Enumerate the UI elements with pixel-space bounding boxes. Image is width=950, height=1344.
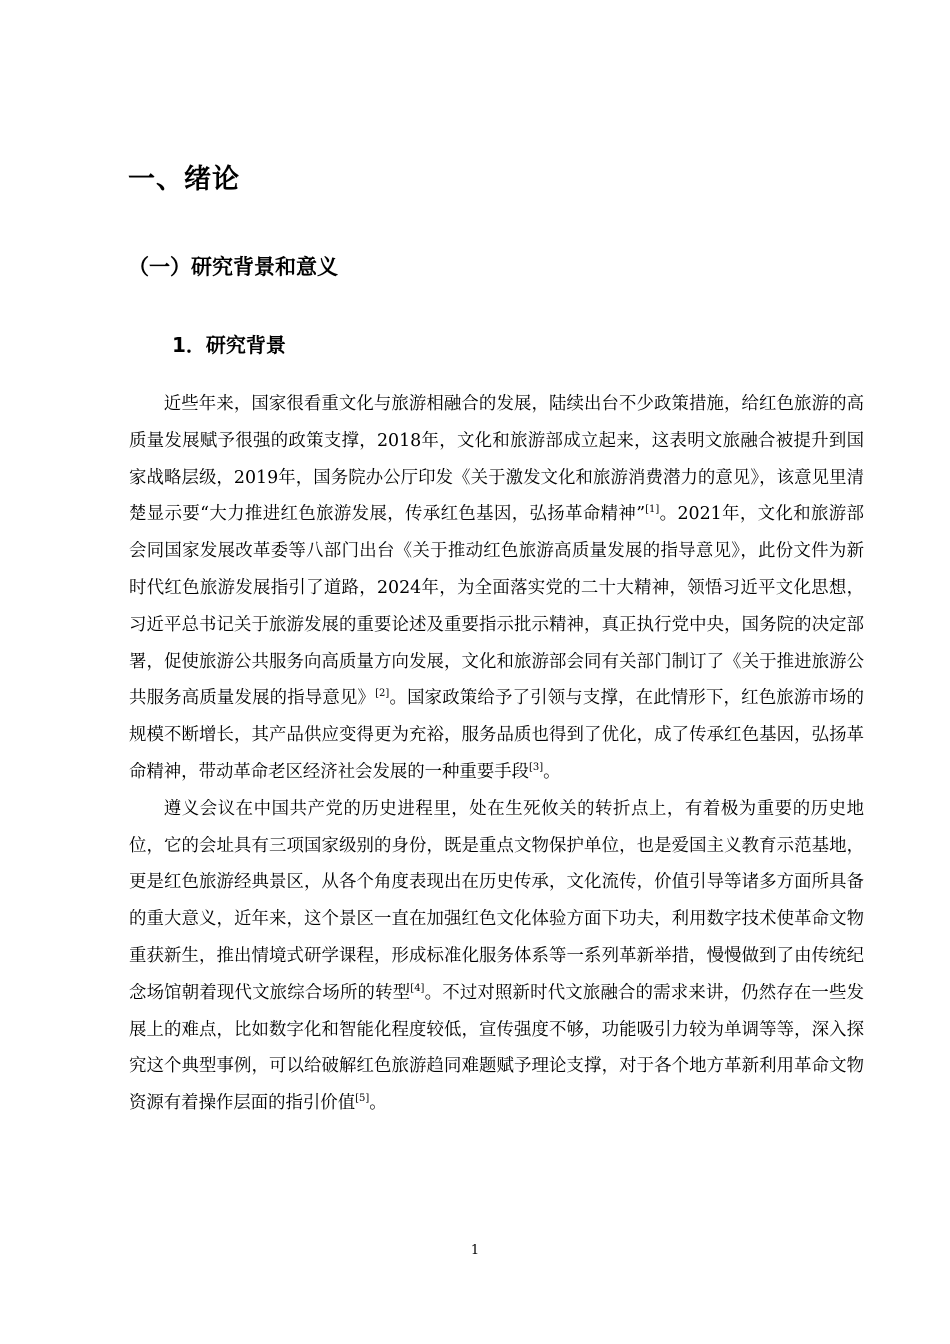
body-text — [129, 386, 864, 1122]
paragraph-background-policy — [129, 386, 864, 791]
paragraph-text: 。国家政策给予了引领与支撑，在此情形下，红色旅游市场的规模不断增长，其产品供应变得更为充裕，服务品质也得到了优化，成了传承红色基因，弘扬革命精神，带动革命老区经济社会发展的一种重要手段 — [129, 688, 864, 782]
paragraph-text: 遵义会议在中国共产党的历史进程里，处在生死攸关的转折点上，有着极为重要的历史地位，它的会址具有三项国家级别的身份，既是重点文物保护单位，也是爱国主义教育示范基地，更是红色旅游经典景区，从各个角度表现出在历史传承，文化流传，价值引导等诸多方面所具备的重大意义，近年来，这个景区一直在加强红色文化体验方面下功夫，利用数字技术使革命文物重获新生，推出情境式研学课程，形成标准化服务体系等一系列革新举措，慢慢做到了由传统纪念场馆朝着现代文旅综合场所的转型 — [129, 798, 864, 1003]
paragraph-text: 。2021年，文化和旅游部会同国家发展改革委等八部门出台《关于推动红色旅游高质量发展的指导意见》，此份文件为新时代红色旅游发展指引了道路，2024年，为全面落实党的二十大精神，领悟习近平文化思想，习近平总书记关于旅游发展的重要论述及重要指示批示精神，真正执行党中央，国务院的决定部署，促使旅游公共服务向高质量方向发展，文化和旅游部会同有关部门制订了《关于推进旅游公共服务高质量发展的指导意见》 — [129, 504, 864, 709]
citation-mark: [4] — [410, 982, 425, 994]
paragraph-text: 。不过对照新时代文旅融合的需求来讲，仍然存在一些发展上的难点，比如数字化和智能化程度较低，宣传强度不够，功能吸引力较为单调等等，深入探究这个典型事例，可以给破解红色旅游趋同难题赋予理论支撑，对于各个地方革新利用革命文物资源有着操作层面的指引价值 — [129, 982, 864, 1114]
subsection-heading: 1．研究背景 — [172, 333, 286, 357]
citation-mark: [5] — [355, 1093, 370, 1105]
chapter-heading: 一、绪论 — [128, 164, 240, 195]
paragraph-text: 。 — [369, 1093, 387, 1114]
page-number: 1 — [470, 1243, 480, 1258]
citation-mark: [3] — [529, 762, 544, 774]
paragraph-text: 近些年来，国家很看重文化与旅游相融合的发展，陆续出台不少政策措施，给红色旅游的高质量发展赋予很强的政策支撑，2018年，文化和旅游部成立起来，这表明文旅融合被提升到国家战略层级，2019年，国务院办公厅印发《关于激发文化和旅游消费潜力的意见》，该意见里清楚显示要“大力推进红色旅游发展，传承红色基因，弘扬革命精神” — [129, 394, 864, 525]
citation-mark: [1] — [645, 504, 660, 516]
paragraph-text: 。 — [543, 761, 561, 782]
citation-mark: [2] — [375, 688, 390, 700]
paragraph-zunyi-case — [129, 791, 864, 1122]
section-heading: （一）研究背景和意义 — [128, 255, 338, 279]
